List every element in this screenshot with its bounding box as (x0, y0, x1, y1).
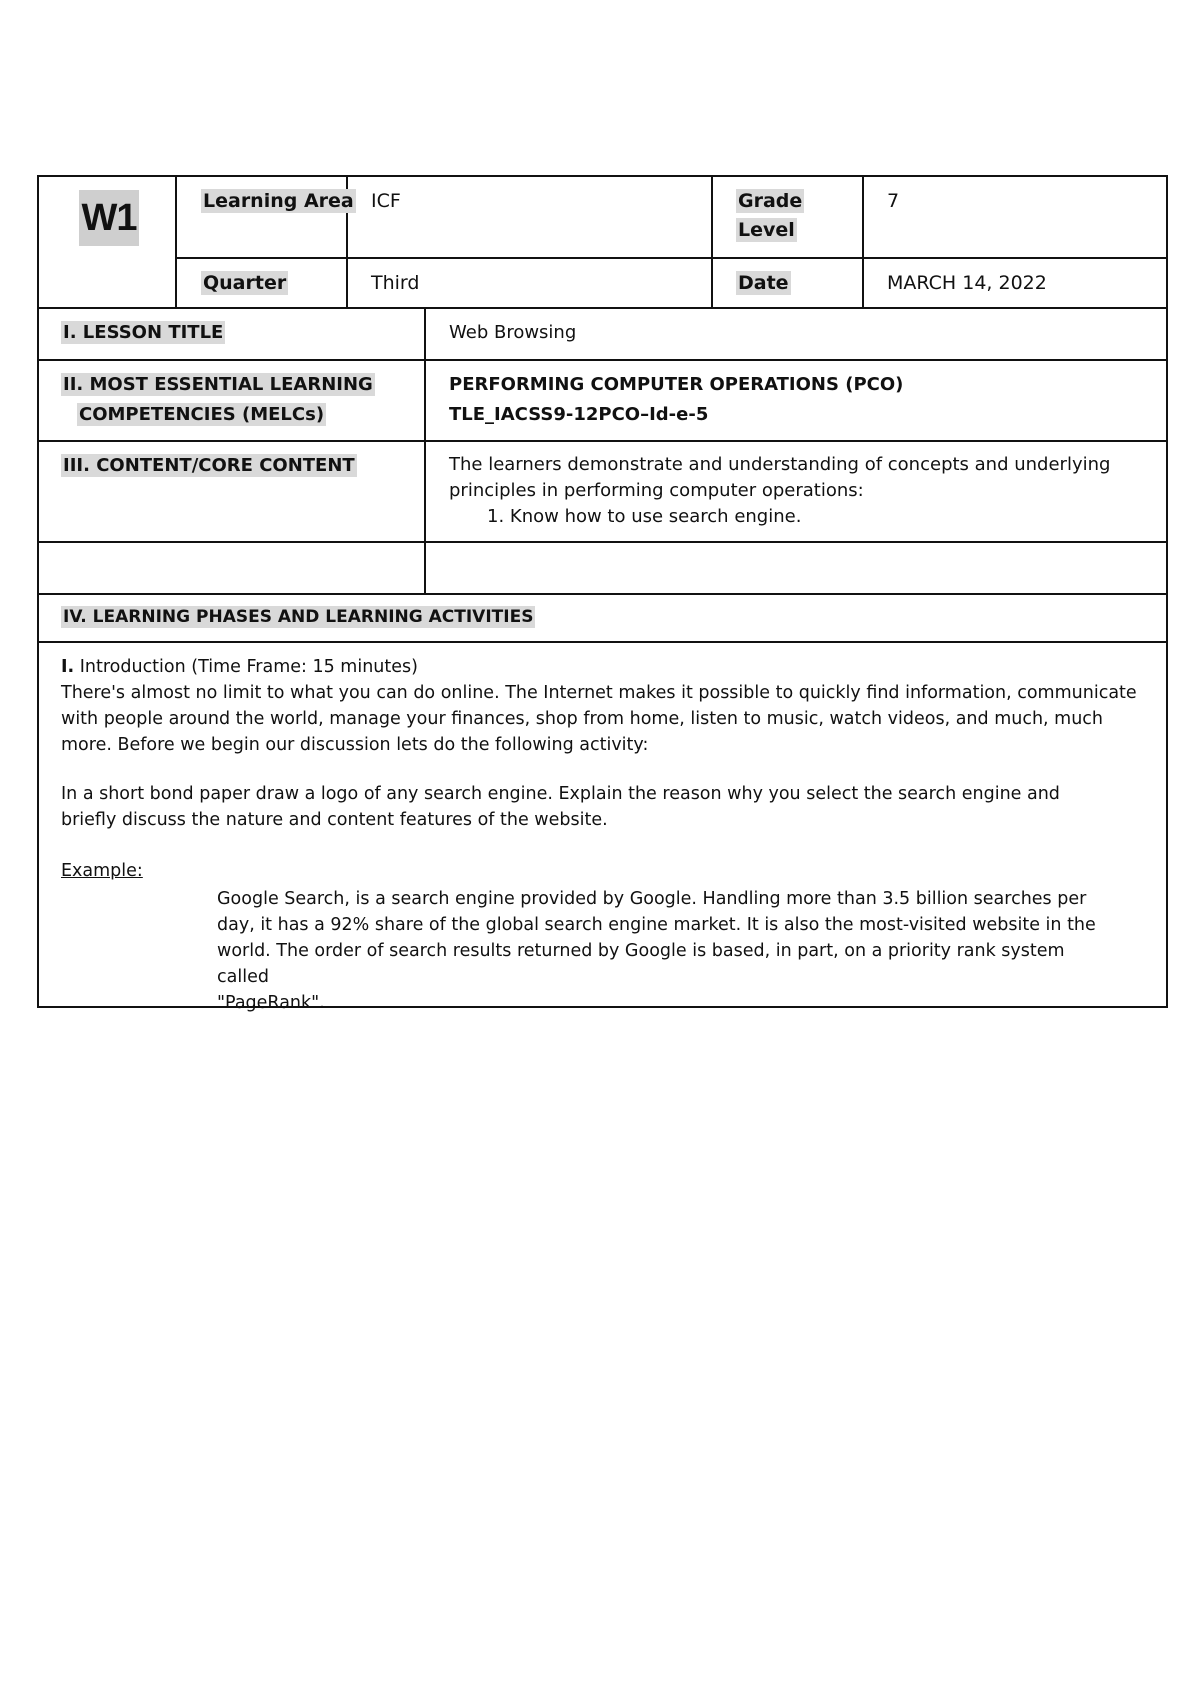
paragraph-line: briefly discuss the nature and content features of the website. (61, 810, 608, 830)
paragraph-line: more. Before we begin our discussion lets do the following activity: (61, 735, 649, 755)
lesson-title-label: I. LESSON TITLE (63, 322, 224, 343)
divider (39, 593, 1166, 595)
example-block (217, 886, 1117, 1016)
paragraph-line: "PageRank". (217, 993, 325, 1013)
divider (711, 177, 713, 307)
content-line: principles in performing computer operations: (449, 480, 864, 501)
paragraph-line: There's almost no limit to what you can do online. The Internet makes it possible to quickly find information, communicate (61, 683, 1137, 703)
divider (39, 359, 1166, 361)
grade-level-value: 7 (887, 190, 900, 212)
learning-phases-heading: IV. LEARNING PHASES AND LEARNING ACTIVITIES (63, 607, 534, 627)
divider (424, 309, 426, 593)
divider (39, 541, 1166, 543)
melc-value: PERFORMING COMPUTER OPERATIONS (PCO) TLE_IACSS9-12PCO–Id-e-5 (449, 374, 904, 425)
divider (862, 177, 864, 307)
lesson-title-value: Web Browsing (449, 322, 577, 343)
introduction-title: I. Introduction (Time Frame: 15 minutes) (61, 657, 418, 677)
divider (39, 641, 1166, 643)
learning-area-label: Learning Area (203, 190, 354, 212)
paragraph-line: day, it has a 92% share of the global search engine market. It is also the most-visited website in the (217, 915, 1096, 935)
content-line: The learners demonstrate and understanding of concepts and underlying (449, 454, 1111, 475)
example-label: Example: (61, 861, 143, 881)
divider (175, 177, 177, 307)
paragraph-line: Google Search, is a search engine provided by Google. Handling more than 3.5 billion searches per (217, 889, 1087, 909)
quarter-value: Third (371, 272, 420, 294)
date-value: MARCH 14, 2022 (887, 272, 1047, 294)
content-value (449, 452, 1149, 530)
learning-area-value: ICF (371, 190, 401, 212)
paragraph-line: In a short bond paper draw a logo of any search engine. Explain the reason why you select the search engine and (61, 784, 1060, 804)
melc-label: II. MOST ESSENTIAL LEARNING COMPETENCIES (MELCs) (63, 374, 373, 425)
activity-block (61, 781, 1146, 833)
grade-level-label: Grade Level (738, 190, 803, 241)
date-label: Date (738, 272, 789, 294)
divider (39, 440, 1166, 442)
content-label: III. CONTENT/CORE CONTENT (63, 455, 355, 476)
lesson-table (37, 307, 1168, 1013)
divider (175, 257, 1166, 259)
paragraph-line: with people around the world, manage your finances, shop from home, listen to music, watch videos, and much, much (61, 709, 1104, 729)
introduction-block (61, 654, 1146, 758)
quarter-label: Quarter (203, 272, 287, 294)
paragraph-line: world. The order of search results returned by Google is based, in part, on a priority rank system called (217, 941, 1065, 987)
header-table (37, 175, 1168, 307)
content-list-item: 1. Know how to use search engine. (487, 506, 802, 527)
week-badge: W1 (79, 190, 139, 246)
